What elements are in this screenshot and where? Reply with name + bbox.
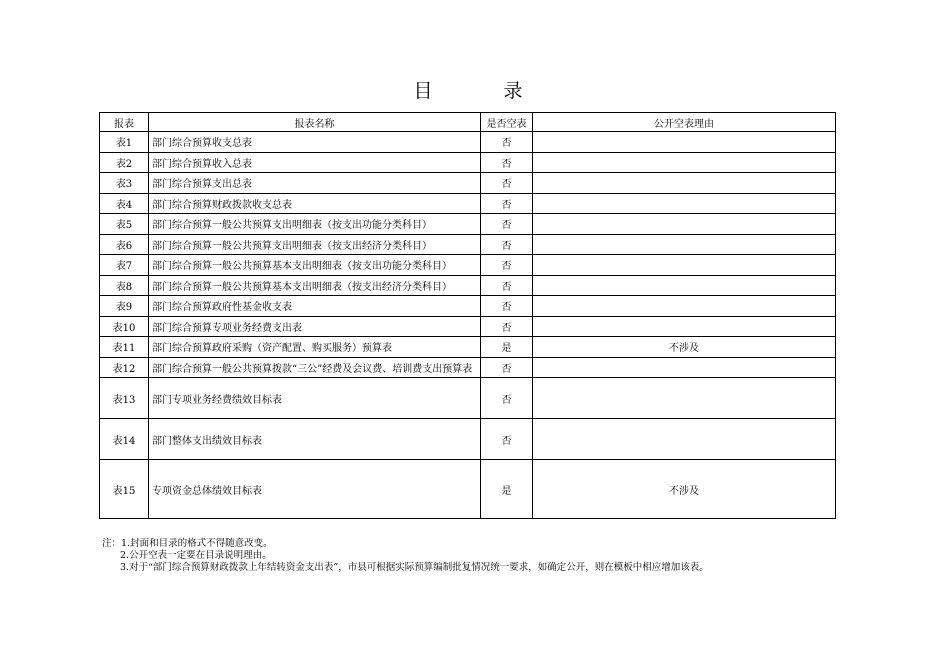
table-row <box>100 132 836 153</box>
row-is-empty: 否 <box>481 296 533 317</box>
table-row <box>100 173 836 194</box>
row-name: 部门综合预算支出总表 <box>149 173 481 194</box>
row-id: 表5 <box>100 214 149 235</box>
table-row <box>100 296 836 317</box>
row-name: 部门综合预算政府性基金收支表 <box>149 296 481 317</box>
row-is-empty: 否 <box>481 275 533 296</box>
row-name: 部门综合预算收支总表 <box>149 132 481 153</box>
row-id: 表2 <box>100 152 149 173</box>
table-row <box>100 214 836 235</box>
row-reason <box>533 255 836 276</box>
row-id: 表8 <box>100 275 149 296</box>
row-name: 部门综合预算一般公共预算基本支出明细表（按支出经济分类科目） <box>149 275 481 296</box>
row-is-empty: 否 <box>481 173 533 194</box>
row-reason <box>533 378 836 419</box>
row-reason <box>533 357 836 378</box>
row-reason <box>533 152 836 173</box>
table-row <box>100 419 836 460</box>
row-reason <box>533 173 836 194</box>
row-name: 部门专项业务经费绩效目标表 <box>149 378 481 419</box>
row-is-empty: 否 <box>481 357 533 378</box>
row-id: 表11 <box>100 337 149 358</box>
table-row <box>100 234 836 255</box>
row-id: 表7 <box>100 255 149 276</box>
row-id: 表10 <box>100 316 149 337</box>
row-is-empty: 否 <box>481 193 533 214</box>
row-id: 表3 <box>100 173 149 194</box>
row-id: 表12 <box>100 357 149 378</box>
row-is-empty: 否 <box>481 316 533 337</box>
row-id: 表9 <box>100 296 149 317</box>
row-name: 部门综合预算政府采购（资产配置、购买服务）预算表 <box>149 337 481 358</box>
row-is-empty: 否 <box>481 132 533 153</box>
row-id: 表6 <box>100 234 149 255</box>
row-id: 表4 <box>100 193 149 214</box>
note-line-1 <box>102 538 709 550</box>
table-row <box>100 316 836 337</box>
row-id: 表14 <box>100 419 149 460</box>
row-name: 部门整体支出绩效目标表 <box>149 419 481 460</box>
row-name: 部门综合预算一般公共预算支出明细表（按支出功能分类科目） <box>149 214 481 235</box>
row-name: 部门综合预算财政拨款收支总表 <box>149 193 481 214</box>
note-line-3: 3.对于“部门综合预算财政拨款上年结转资金支出表”，市县可根据实际预算编制批复情况统一要求，如确定公开，则在模板中相应增加该表。 <box>120 562 709 573</box>
row-reason <box>533 275 836 296</box>
header-name: 报表名称 <box>149 113 481 132</box>
row-reason <box>533 132 836 153</box>
table-row <box>100 378 836 419</box>
row-name: 部门综合预算一般公共预算支出明细表（按支出经济分类科目） <box>149 234 481 255</box>
row-is-empty: 否 <box>481 234 533 255</box>
header-is-empty: 是否空表 <box>481 113 533 132</box>
header-reason: 公开空表理由 <box>533 113 836 132</box>
row-reason: 不涉及 <box>533 337 836 358</box>
note-item: 1.封面和目录的格式不得随意改变。 <box>121 538 273 549</box>
row-is-empty: 否 <box>481 152 533 173</box>
table-row <box>100 357 836 378</box>
row-reason <box>533 296 836 317</box>
table-row <box>100 255 836 276</box>
row-reason <box>533 193 836 214</box>
row-reason <box>533 234 836 255</box>
row-name: 部门综合预算专项业务经费支出表 <box>149 316 481 337</box>
table-row <box>100 275 836 296</box>
row-is-empty: 否 <box>481 214 533 235</box>
row-name: 部门综合预算收入总表 <box>149 152 481 173</box>
row-is-empty: 否 <box>481 419 533 460</box>
note-line-2: 2.公开空表一定要在目录说明理由。 <box>120 550 272 561</box>
notes <box>102 538 709 574</box>
toc-table <box>99 112 836 519</box>
table-row <box>100 193 836 214</box>
row-is-empty: 否 <box>481 255 533 276</box>
row-is-empty: 否 <box>481 378 533 419</box>
row-is-empty: 是 <box>481 337 533 358</box>
row-name: 部门综合预算一般公共预算基本支出明细表（按支出功能分类科目） <box>149 255 481 276</box>
table-row <box>100 460 836 519</box>
row-id: 表15 <box>100 460 149 519</box>
row-reason: 不涉及 <box>533 460 836 519</box>
row-id: 表1 <box>100 132 149 153</box>
table-header-row <box>100 113 836 132</box>
page-title: 目 录 <box>413 80 549 102</box>
row-id: 表13 <box>100 378 149 419</box>
header-id: 报表 <box>100 113 149 132</box>
row-name: 部门综合预算一般公共预算拨款“三公”经费及会议费、培训费支出预算表 <box>149 357 481 378</box>
notes-prefix: 注： <box>102 538 122 549</box>
row-reason <box>533 214 836 235</box>
table-row <box>100 337 836 358</box>
row-name: 专项资金总体绩效目标表 <box>149 460 481 519</box>
row-is-empty: 是 <box>481 460 533 519</box>
row-reason <box>533 316 836 337</box>
row-reason <box>533 419 836 460</box>
table-row <box>100 152 836 173</box>
